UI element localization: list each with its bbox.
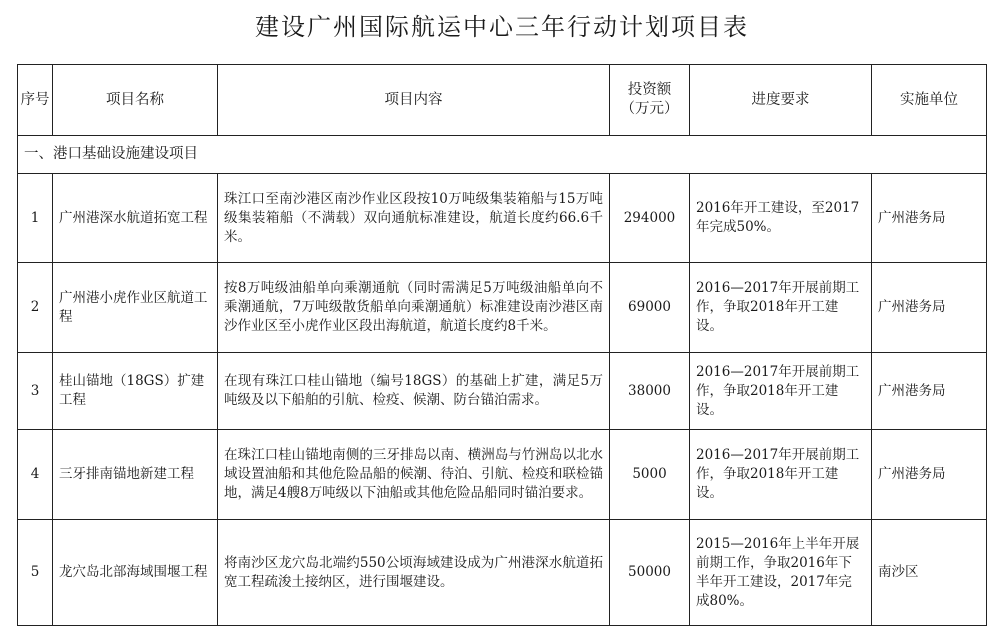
row-content: 在珠江口桂山锚地南侧的三牙排岛以南、横洲岛与竹洲岛以北水域设置油船和其他危险品船的候潮、待泊、引航、检疫和联检锚地，满足4艘8万吨级以下油船或其他危险品船同时锚泊要求。 — [218, 430, 610, 520]
row-seq: 2 — [18, 263, 53, 353]
section-row — [18, 136, 987, 174]
row-schedule: 2015—2016年上半年开展前期工作，争取2016年下半年开工建设，2017年完成80%。 — [690, 520, 872, 626]
header-schedule: 进度要求 — [690, 65, 872, 136]
row-unit: 广州港务局 — [872, 263, 987, 353]
row-content: 珠江口至南沙港区南沙作业区段按10万吨级集装箱船与15万吨级集装箱船（不满载）双向通航标准建设，航道长度约66.6千米。 — [218, 174, 610, 263]
table-row — [18, 520, 987, 626]
table-header-row — [18, 65, 987, 136]
header-investment-line2: （万元） — [620, 101, 679, 117]
row-schedule: 2016年开工建设，至2017年完成50%。 — [690, 174, 872, 263]
row-schedule: 2016—2017年开展前期工作，争取2018年开工建设。 — [690, 353, 872, 430]
row-content: 在现有珠江口桂山锚地（编号18GS）的基础上扩建，满足5万吨级及以下船舶的引航、检疫、候潮、防台锚泊需求。 — [218, 353, 610, 430]
row-seq: 3 — [18, 353, 53, 430]
row-unit: 广州港务局 — [872, 430, 987, 520]
row-investment: 50000 — [610, 520, 690, 626]
row-investment: 69000 — [610, 263, 690, 353]
row-schedule: 2016—2017年开展前期工作，争取2018年开工建设。 — [690, 263, 872, 353]
row-investment: 294000 — [610, 174, 690, 263]
row-investment: 5000 — [610, 430, 690, 520]
row-seq: 5 — [18, 520, 53, 626]
row-unit: 南沙区 — [872, 520, 987, 626]
row-seq: 4 — [18, 430, 53, 520]
table-row — [18, 174, 987, 263]
row-investment: 38000 — [610, 353, 690, 430]
table-row — [18, 430, 987, 520]
page-title: 建设广州国际航运中心三年行动计划项目表 — [255, 13, 749, 41]
header-seq: 序号 — [18, 65, 53, 136]
row-seq: 1 — [18, 174, 53, 263]
section-title: 一、港口基础设施建设项目 — [18, 136, 987, 174]
row-content: 将南沙区龙穴岛北端约550公顷海域建设成为广州港深水航道拓宽工程疏浚土接纳区，进行围堰建设。 — [218, 520, 610, 626]
header-name: 项目名称 — [53, 65, 218, 136]
row-unit: 广州港务局 — [872, 174, 987, 263]
row-name: 龙穴岛北部海域围堰工程 — [53, 520, 218, 626]
row-name: 三牙排南锚地新建工程 — [53, 430, 218, 520]
row-name: 桂山锚地（18GS）扩建工程 — [53, 353, 218, 430]
table-row — [18, 353, 987, 430]
header-content: 项目内容 — [218, 65, 610, 136]
row-schedule: 2016—2017年开展前期工作，争取2018年开工建设。 — [690, 430, 872, 520]
row-name: 广州港小虎作业区航道工程 — [53, 263, 218, 353]
row-name: 广州港深水航道拓宽工程 — [53, 174, 218, 263]
row-unit: 广州港务局 — [872, 353, 987, 430]
header-investment-line1: 投资额 — [627, 82, 672, 98]
table-row — [18, 263, 987, 353]
header-investment — [610, 65, 690, 136]
project-table — [17, 64, 987, 626]
row-content: 按8万吨级油船单向乘潮通航（同时需满足5万吨级油船单向不乘潮通航，7万吨级散货船单向乘潮通航）标准建设南沙港区南沙作业区至小虎作业区段出海航道，航道长度约8千米。 — [218, 263, 610, 353]
header-unit: 实施单位 — [872, 65, 987, 136]
